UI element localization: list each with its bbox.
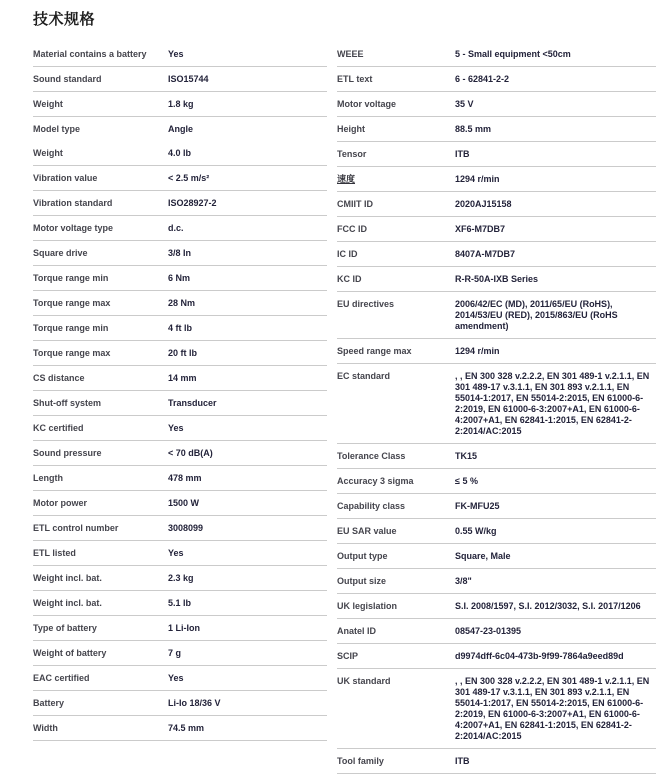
spec-value: Yes bbox=[168, 673, 184, 683]
spec-value: ITB bbox=[455, 756, 470, 766]
spec-value: TK15 bbox=[455, 451, 478, 461]
spec-label: KC certified bbox=[33, 423, 84, 433]
spec-label: EU SAR value bbox=[337, 526, 397, 536]
spec-row bbox=[33, 241, 327, 266]
spec-value: 1500 W bbox=[168, 498, 200, 508]
spec-label: Square drive bbox=[33, 248, 88, 258]
spec-row bbox=[337, 42, 656, 67]
spec-row bbox=[33, 117, 327, 141]
spec-row bbox=[33, 316, 327, 341]
spec-value: Yes bbox=[168, 49, 184, 59]
spec-label: ETL listed bbox=[33, 548, 76, 558]
spec-row bbox=[33, 416, 327, 441]
spec-row bbox=[337, 619, 656, 644]
spec-value: Transducer bbox=[168, 398, 217, 408]
spec-value: 1.8 kg bbox=[168, 99, 194, 109]
spec-row bbox=[337, 544, 656, 569]
spec-label: Weight bbox=[33, 99, 63, 109]
spec-value: 3/8" bbox=[455, 576, 472, 586]
spec-row bbox=[33, 92, 327, 117]
spec-label: EC standard bbox=[337, 371, 391, 381]
spec-row bbox=[337, 142, 656, 167]
spec-row bbox=[33, 266, 327, 291]
spec-label: ETL control number bbox=[33, 523, 119, 533]
spec-value: 1294 r/min bbox=[455, 346, 500, 356]
spec-value: 2006/42/EC (MD), 2011/65/EU (RoHS), 2014/53/EU (RED), 2015/863/EU (RoHS amendment) bbox=[455, 299, 618, 331]
spec-label: Accuracy 3 sigma bbox=[337, 476, 414, 486]
spec-value: 7 g bbox=[168, 648, 182, 658]
spec-label: Weight bbox=[33, 148, 63, 158]
spec-label: Tool family bbox=[337, 756, 384, 766]
spec-value: 2.3 kg bbox=[168, 573, 194, 583]
spec-value: Yes bbox=[168, 548, 184, 558]
spec-value: 4.0 lb bbox=[168, 148, 192, 158]
spec-columns bbox=[33, 42, 656, 774]
spec-row bbox=[33, 191, 327, 216]
spec-label: EAC certified bbox=[33, 673, 90, 683]
page-title: 技术规格 bbox=[33, 11, 96, 28]
spec-value: 14 mm bbox=[168, 373, 197, 383]
spec-row bbox=[337, 242, 656, 267]
spec-label: CMIIT ID bbox=[337, 199, 373, 209]
spec-value: 6 - 62841-2-2 bbox=[455, 74, 510, 84]
spec-label: CS distance bbox=[33, 373, 85, 383]
spec-row bbox=[33, 216, 327, 241]
spec-row bbox=[33, 641, 327, 666]
spec-value: 1 Li-Ion bbox=[168, 623, 200, 633]
spec-row bbox=[337, 92, 656, 117]
spec-label: EU directives bbox=[337, 299, 395, 309]
spec-value: 5 - Small equipment <50cm bbox=[455, 49, 571, 59]
spec-label: Width bbox=[33, 723, 58, 733]
spec-label: Output type bbox=[337, 551, 388, 561]
spec-row bbox=[33, 391, 327, 416]
spec-value: S.I. 2008/1597, S.I. 2012/3032, S.I. 2017/1206 bbox=[455, 601, 641, 611]
spec-value: , , EN 300 328 v.2.2.2, EN 301 489-1 v.2.1.1, EN 301 489-17 v.3.1.1, EN 301 893 v.2.1.1, EN 55014-1:2017, EN 55014-2:2015, EN 61000-6-2:2019, EN 61000-6-3:2007+A1, EN 61000-6-4:2007+A1, EN 62841-1:2015, EN 62841-2-2:2014/AC:2015 bbox=[455, 371, 650, 436]
spec-row bbox=[33, 541, 327, 566]
spec-value: R-R-50A-IXB Series bbox=[455, 274, 539, 284]
spec-value: 478 mm bbox=[168, 473, 202, 483]
spec-label: IC ID bbox=[337, 249, 358, 259]
spec-value: 5.1 lb bbox=[168, 598, 192, 608]
spec-row bbox=[337, 669, 656, 749]
spec-label: Type of battery bbox=[33, 623, 97, 633]
spec-value: 8407A-M7DB7 bbox=[455, 249, 516, 259]
spec-row bbox=[33, 441, 327, 466]
spec-label: FCC ID bbox=[337, 224, 367, 234]
spec-column-right bbox=[337, 42, 656, 774]
spec-label: SCIP bbox=[337, 651, 359, 661]
spec-label: Motor voltage type bbox=[33, 223, 114, 233]
spec-row bbox=[33, 666, 327, 691]
spec-value: XF6-M7DB7 bbox=[455, 224, 506, 234]
spec-row bbox=[33, 67, 327, 92]
spec-label: Model type bbox=[33, 124, 81, 134]
spec-value: 28 Nm bbox=[168, 298, 196, 308]
spec-row bbox=[33, 591, 327, 616]
spec-label: Battery bbox=[33, 698, 65, 708]
spec-value: d.c. bbox=[168, 223, 184, 233]
spec-row bbox=[337, 364, 656, 444]
spec-value: 6 Nm bbox=[168, 273, 191, 283]
spec-value: 2020AJ15158 bbox=[455, 199, 512, 209]
spec-value: 35 V bbox=[455, 99, 474, 109]
spec-row bbox=[337, 569, 656, 594]
spec-value: Square, Male bbox=[455, 551, 511, 561]
spec-label: Tensor bbox=[337, 149, 367, 159]
spec-row bbox=[337, 444, 656, 469]
spec-label: ETL text bbox=[337, 74, 373, 84]
spec-row bbox=[33, 566, 327, 591]
spec-row bbox=[33, 366, 327, 391]
spec-row bbox=[33, 691, 327, 716]
spec-row bbox=[337, 469, 656, 494]
spec-label: Output size bbox=[337, 576, 386, 586]
spec-column-left bbox=[33, 42, 327, 741]
spec-row bbox=[337, 292, 656, 339]
spec-label: Weight incl. bat. bbox=[33, 598, 102, 608]
spec-value: ITB bbox=[455, 149, 470, 159]
spec-label[interactable]: 速度 bbox=[337, 174, 356, 184]
spec-row bbox=[33, 141, 327, 166]
spec-value: 3008099 bbox=[168, 523, 204, 533]
spec-label: Torque range min bbox=[33, 323, 109, 333]
spec-label: Sound pressure bbox=[33, 448, 102, 458]
spec-value: Angle bbox=[168, 124, 194, 134]
spec-value: d9974dff-6c04-473b-9f99-7864a9eed89d bbox=[455, 651, 624, 661]
spec-label: Torque range max bbox=[33, 348, 111, 358]
spec-label: Torque range min bbox=[33, 273, 109, 283]
spec-row bbox=[337, 267, 656, 292]
spec-value: 08547-23-01395 bbox=[455, 626, 522, 636]
spec-row bbox=[337, 594, 656, 619]
spec-label: Torque range max bbox=[33, 298, 111, 308]
spec-value: ISO28927-2 bbox=[168, 198, 217, 208]
spec-label: Anatel ID bbox=[337, 626, 377, 636]
spec-row bbox=[337, 117, 656, 142]
spec-row bbox=[337, 339, 656, 364]
spec-value: , , EN 300 328 v.2.2.2, EN 301 489-1 v.2.1.1, EN 301 489-17 v.3.1.1, EN 301 893 v.2.1.1, EN 55014-1:2017, EN 55014-2:2015, EN 61000-6-2:2019, EN 61000-6-3:2007+A1, EN 61000-6-4:2007+A1, EN 62841-1:2015, EN 62841-2-2:2014/AC:2015 bbox=[455, 676, 650, 741]
spec-label: Material contains a battery bbox=[33, 49, 147, 59]
spec-row bbox=[33, 341, 327, 366]
spec-value: 1294 r/min bbox=[455, 174, 500, 184]
spec-row bbox=[337, 494, 656, 519]
spec-value: 88.5 mm bbox=[455, 124, 492, 134]
spec-value: < 70 dB(A) bbox=[168, 448, 213, 458]
spec-label: Weight incl. bat. bbox=[33, 573, 102, 583]
spec-label: Height bbox=[337, 124, 365, 134]
spec-row bbox=[33, 616, 327, 641]
spec-value: ISO15744 bbox=[168, 74, 209, 84]
spec-value: 4 ft lb bbox=[168, 323, 192, 333]
spec-label: Length bbox=[33, 473, 63, 483]
spec-row bbox=[33, 491, 327, 516]
spec-row bbox=[337, 192, 656, 217]
spec-row bbox=[33, 466, 327, 491]
spec-value: Li-Io 18/36 V bbox=[168, 698, 221, 708]
spec-value: ≤ 5 % bbox=[455, 476, 478, 486]
spec-label: Speed range max bbox=[337, 346, 412, 356]
spec-row bbox=[33, 516, 327, 541]
spec-label: UK legislation bbox=[337, 601, 398, 611]
spec-label: Sound standard bbox=[33, 74, 102, 84]
spec-value: FK-MFU25 bbox=[455, 501, 500, 511]
spec-row bbox=[33, 166, 327, 191]
spec-row bbox=[33, 42, 327, 67]
spec-label: WEEE bbox=[337, 49, 364, 59]
spec-label: Vibration value bbox=[33, 173, 98, 183]
spec-value: 3/8 In bbox=[168, 248, 192, 258]
spec-label: Capability class bbox=[337, 501, 406, 511]
spec-label: KC ID bbox=[337, 274, 362, 284]
spec-row bbox=[337, 67, 656, 92]
spec-row bbox=[337, 519, 656, 544]
spec-value: < 2.5 m/s² bbox=[168, 173, 210, 183]
spec-value: Yes bbox=[168, 423, 184, 433]
spec-row bbox=[337, 749, 656, 774]
spec-value: 20 ft lb bbox=[168, 348, 198, 358]
spec-row bbox=[33, 716, 327, 741]
spec-label: UK standard bbox=[337, 676, 391, 686]
spec-label: Motor power bbox=[33, 498, 87, 508]
spec-value: 74.5 mm bbox=[168, 723, 205, 733]
spec-label: Vibration standard bbox=[33, 198, 113, 208]
spec-row bbox=[337, 217, 656, 242]
spec-row bbox=[337, 644, 656, 669]
spec-value: 0.55 W/kg bbox=[455, 526, 497, 536]
spec-label: Weight of battery bbox=[33, 648, 107, 658]
spec-row bbox=[337, 167, 656, 192]
spec-label: Tolerance Class bbox=[337, 451, 406, 461]
spec-row bbox=[33, 291, 327, 316]
spec-label: Shut-off system bbox=[33, 398, 102, 408]
spec-label: Motor voltage bbox=[337, 99, 397, 109]
